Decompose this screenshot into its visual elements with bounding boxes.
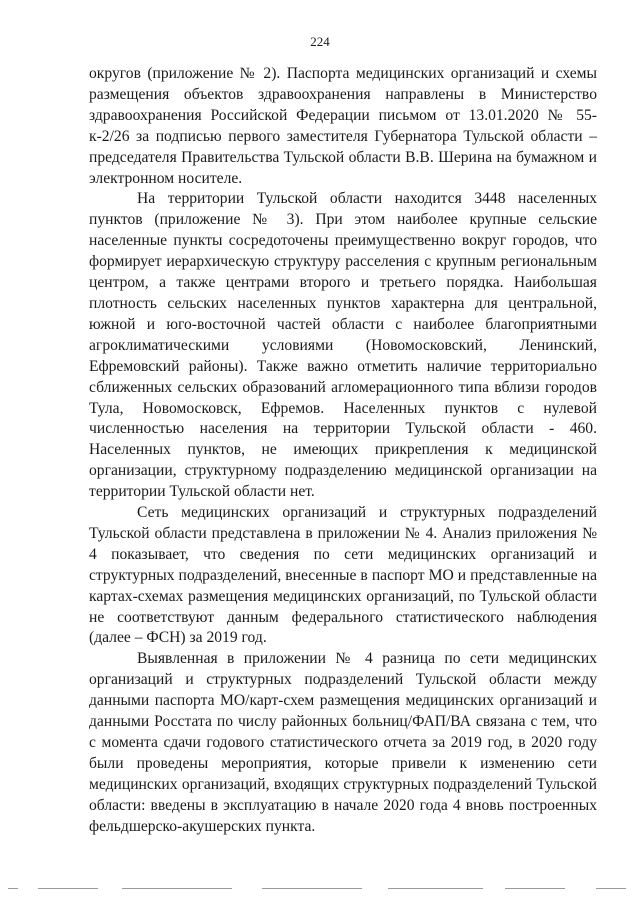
page-number: 224 — [310, 34, 330, 49]
scan-dash — [505, 888, 565, 889]
paragraph-2: На территории Тульской области находится 3448 населенных пунктов (приложение № 3). При этом наиболее крупные сельские населенные пункты сосредоточены преимущественно вокруг городов, что формирует иерархическую структуру расселения с крупным региональным центром, а также центрами второго и третьего порядка. Наибольшая плотность сельских населенных пунктов характерна для центральной, южной и юго-восточной частей области с наиболее благоприятными агроклиматическими условиями (Новомосковский, Ленинский, Ефремовский районы). Также важно отметить наличие территориально сближенных сельских образований агломерационного типа вблизи городов Тула, Новомосковск, Ефремов. Населенных пунктов с нулевой численностью населения на территории Тульской области - 460. Населенных пунктов, не имеющих прикрепления к медицинской организации, структурному подразделению медицинской организации на территории Тульской области нет. — [89, 190, 597, 501]
scan-dash — [388, 888, 483, 889]
scan-dash — [38, 888, 98, 889]
document-body — [89, 64, 597, 838]
paragraph-4: Выявленная в приложении № 4 разница по сети медицинских организаций и структурных подразделений Тульской области между данными паспорта МО/карт-схем размещения медицинских организаций и данными Росстата по числу районных больниц/ФАП/ВА связана с тем, что с момента сдачи годового статистического отчета за 2019 год, в 2020 году были проведены мероприятия, которые привели к изменению сети медицинских организаций, входящих структурных подразделений Тульской области: введены в эксплуатацию в начале 2020 года 4 вновь построенных фельдшерско-акушерских пункта. — [89, 650, 597, 835]
scan-dash — [596, 888, 626, 889]
paragraph-3: Сеть медицинских организаций и структурных подразделений Тульской области представлена в приложении № 4. Анализ приложения № 4 показывает, что сведения по сети медицинских организаций и структурных подразделений, внесенные в паспорт МО и представленные на картах-схемах размещения медицинских организаций, по Тульской области не соответствуют данным федерального статистического наблюдения (далее – ФСН) за 2019 год. — [89, 504, 597, 647]
scan-dash — [262, 888, 362, 889]
scan-dash — [8, 888, 18, 889]
paragraph-1: округов (приложение № 2). Паспорта медицинских организаций и схемы размещения объектов здравоохранения направлены в Министерство здравоохранения Российской Федерации письмом от 13.01.2020 № 55-к-2/26 за подписью первого заместителя Губернатора Тульской области – председателя Правительства Тульской области В.В. Шерина на бумажном и электронном носителе. — [89, 65, 597, 187]
scan-dash — [122, 888, 232, 889]
scan-edge-artifact — [0, 886, 640, 892]
